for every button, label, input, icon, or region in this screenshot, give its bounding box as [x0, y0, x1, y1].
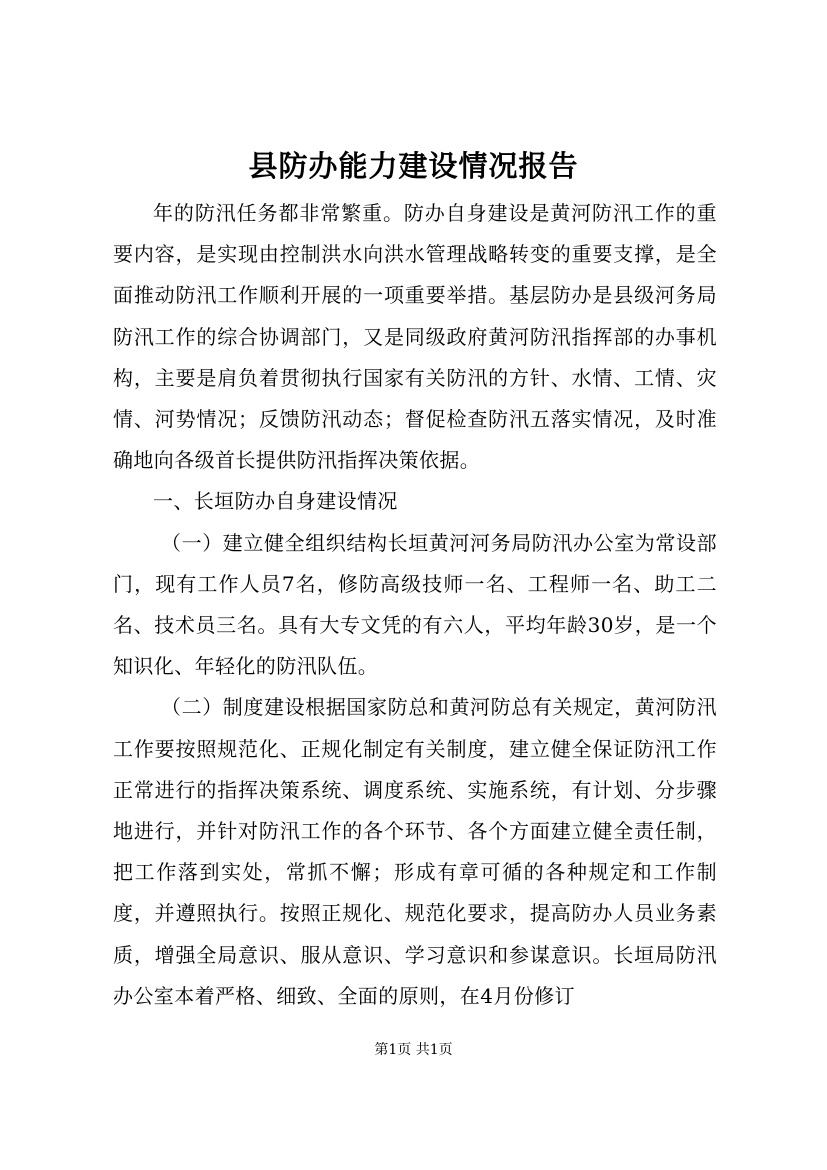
- page-number-footer: 第1页 共1页: [374, 1042, 453, 1058]
- paragraph-intro: 年的防汛任务都非常繁重。防办自身建设是黄河防汛工作的重要内容，是实现由控制洪水向洪水管理战略转变的重要支撑，是全面推动防汛工作顺利开展的一项重要举措。基层防办是县级河务局防汛工作的综合协调部门，又是同级政府黄河防汛指挥部的办事机构，主要是肩负着贯彻执行国家有关防汛的方针、水情、工情、灾情、河势情况；反馈防汛动态；督促检查防汛五落实情况，及时准确地向各级首长提供防汛指挥决策依据。: [113, 201, 717, 473]
- document-title: 县防办能力建设情况报告: [248, 149, 579, 183]
- document-body: [113, 193, 717, 1017]
- paragraph-organization: （一）建立健全组织结构长垣黄河河务局防汛办公室为常设部门，现有工作人员7名，修防高级技师一名、工程师一名、助工二名、技术员三名。具有大专文凭的有六人，平均年龄30岁，是一个知识化、年轻化的防汛队伍。: [113, 530, 717, 679]
- paragraph-system-building: （二）制度建设根据国家防总和黄河防总有关规定，黄河防汛工作要按照规范化、正规化制定有关制度，建立健全保证防汛工作正常进行的指挥决策系统、调度系统、实施系统，有计划、分步骤地进行，并针对防汛工作的各个环节、各个方面建立健全责任制，把工作落到实处，常抓不懈；形成有章可循的各种规定和工作制度，并遵照执行。按照正规化、规范化要求，提高防办人员业务素质，增强全局意识、服从意识、学习意识和参谋意识。长垣局防汛办公室本着严格、细致、全面的原则，在4月份修订: [113, 695, 717, 1008]
- section-heading: 一、长垣防办自身建设情况: [153, 489, 398, 514]
